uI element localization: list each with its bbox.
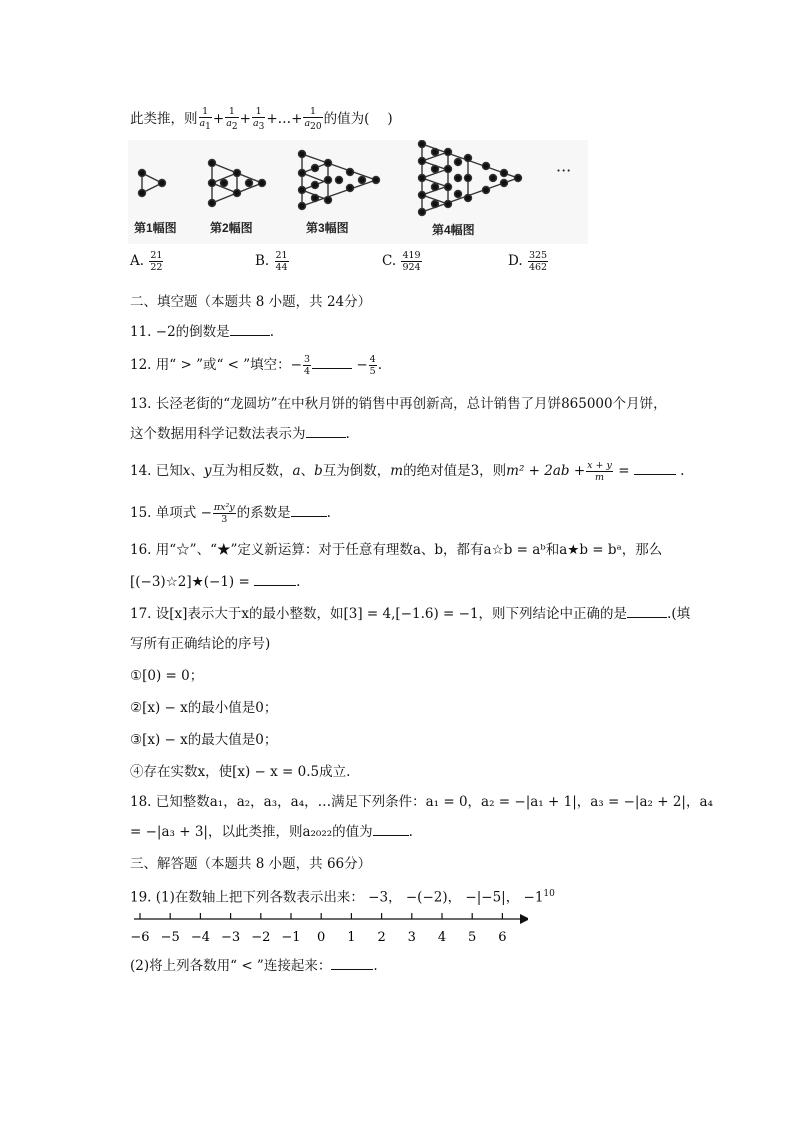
q13-answer-blank[interactable] [306,425,346,438]
q16-line2: [(−3)☆2]★(−1) = . [130,574,301,590]
section-2-heading: 二、填空题（本题共 8 小题，共 24分） [130,294,372,310]
q18-line2: = −|a₃ + 3|，以此类推，则a₂₀₂₂的值为 . [130,824,413,840]
q19-part1: 19. (1)在数轴上把下列各数表示出来： −3， −(−2)， −|−5|， $-1^{10}$ [130,889,555,906]
q19-answer-blank[interactable] [331,957,373,970]
frac-1-a3: $\frac{1}{a_3}$ [252,106,265,132]
q10-stem: 此类推，则 $\frac{1}{a_1}$ + $\frac{1}{a_2}$ + $\frac{1}{a_3}$ +…+ $\frac{1}{a_{20}}$ 的值为( ) [130,106,393,132]
figure-label-4: 第4幅图 [432,223,475,237]
q19-part2: (2)将上列各数用“ < ”连接起来： . [130,958,378,974]
q18-answer-blank[interactable] [373,823,409,836]
frac-1-a20: $\frac{1}{a_{20}}$ [304,106,322,132]
q17-line1: 17. 设[x]表示大于x的最小整数，如[3] = 4,[−1.6) = −1，则下列结论中正确的是 .(填 [130,606,691,622]
axis-tick-label: 1 [347,930,356,945]
figure-4 [419,141,522,216]
q18-line1: 18. 已知整数a₁，a₂，a₃，a₄，…满足下列条件：a₁ = 0，a₂ = −|a₁ + 1|，a₃ = −|a₂ + 2|，a₄ [130,794,713,810]
option-d[interactable]: D. $\frac{325}{462}$ [508,250,548,273]
figure-ellipsis: ··· [556,161,572,180]
q17-item-1: ①[0) = 0； [130,668,204,684]
number-line[interactable] [128,905,528,951]
q17-answer-blank[interactable] [627,605,667,618]
axis-tick-label: −4 [190,930,210,945]
axis-tick-label: −6 [130,930,150,945]
q13-line1: 13. 长泾老街的“龙圆坊”在中秋月饼的销售中再创新高，总计销售了月饼865000个月饼， [130,396,667,412]
q11: 11. −2的倒数是 . [130,324,274,340]
q12: 12. 用“ > ”或“ < ”填空：− $\frac{3}{4}$ − $\frac{4}{5}$ . [130,354,382,377]
axis-tick-label: −3 [221,930,241,945]
axis-tick-label: 5 [468,930,477,945]
q17-item-4: ④存在实数x，使[x) − x = 0.5成立. [130,764,351,780]
q17-line2: 写所有正确结论的序号) [130,636,271,652]
q15: 15. 单项式 − $\frac{\text{πx²y}}{3}$ 的系数是 . [130,502,331,525]
frac-1-a2: $\frac{1}{a_2}$ [226,106,238,132]
axis-tick-label: 2 [377,930,386,945]
option-b[interactable]: B. $\frac{21}{44}$ [255,250,288,273]
axis-tick-label: −5 [160,930,180,945]
frac-1-a1: $\frac{1}{a_1}$ [199,106,211,132]
option-a[interactable]: A. $\frac{21}{22}$ [130,250,163,273]
axis-tick-label: 0 [317,930,326,945]
section-3-heading: 三、解答题（本题共 8 小题，共 66分） [130,856,372,872]
axis-tick-label: −1 [281,930,301,945]
q12-answer-blank[interactable] [312,356,352,369]
q14: 14. 已知x、y互为相反数，a、b互为倒数，m的绝对值是3，则m² + 2ab + $\frac{x + y}{m}$ = . [130,460,685,483]
figure-label-2: 第2幅图 [210,221,253,235]
number-line-arrow [520,914,528,924]
figure-1 [139,170,166,197]
q16-line1: 16. 用“☆”、“★”定义新运算：对于任意有理数a、b，都有a☆b = aᵇ和a★b = bᵃ，那么 [130,542,663,558]
q15-answer-blank[interactable] [291,504,327,517]
q14-answer-blank[interactable] [634,462,676,475]
axis-tick-label: 6 [498,930,507,945]
axis-tick-label: 4 [437,930,447,945]
q11-answer-blank[interactable] [230,323,270,336]
q13-line2: 这个数据用科学记数法表示为 . [130,426,350,442]
option-c[interactable]: C. $\frac{419}{924}$ [382,250,421,273]
axis-tick-label: 3 [407,930,416,945]
figure-2 [209,160,266,207]
axis-tick-label: −2 [251,930,271,945]
q17-item-2: ②[x) − x的最小值是0； [130,700,278,716]
figure-3 [299,151,380,210]
q17-item-3: ③[x) − x的最大值是0； [130,732,278,748]
figure-label-1: 第1幅图 [134,221,177,235]
q16-answer-blank[interactable] [254,573,296,586]
dot-triangle-figures [128,140,588,244]
figure-label-3: 第3幅图 [306,221,349,235]
